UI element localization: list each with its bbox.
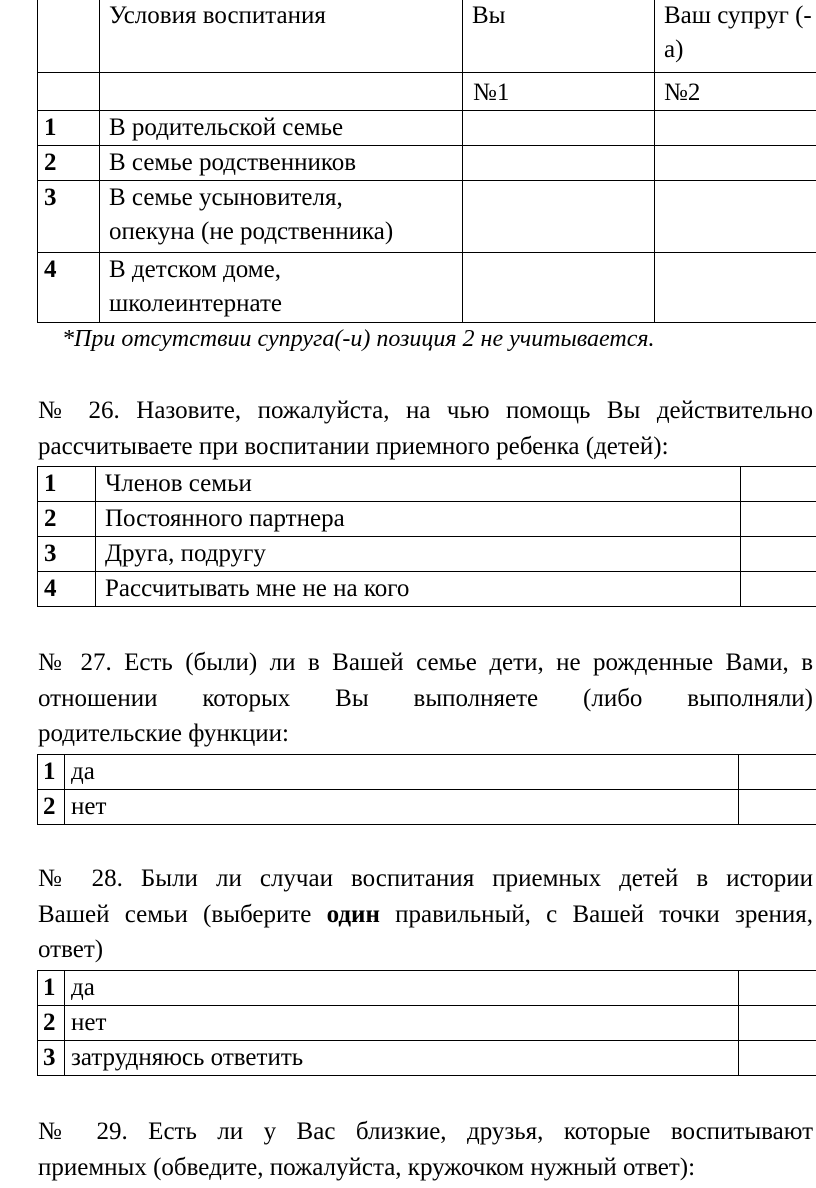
row-label: В семье родственников [100,146,463,181]
subheader-blank-cell [38,73,100,111]
option-number: 1 [38,971,65,1006]
q28-options-table [37,970,816,1076]
upbringing-conditions-table [37,0,816,323]
option-label: Постоянного партнера [96,502,741,537]
row-label: В семье усыновителя, опекуна (не родственника) [100,181,463,253]
q27-line1: № 27. Есть (были) ли в Вашей семье дети, не рожденные Вами, в [38,649,813,676]
option-label: Членов семьи [96,467,741,502]
option-label: нет [65,790,739,825]
answer-cell[interactable] [739,1006,816,1041]
q26-options-table [37,466,816,607]
header-you: Вы [463,0,655,73]
answer-cell-you [463,181,655,253]
answer-cell-spouse [655,146,816,181]
row-number: 1 [38,111,100,146]
option-label: затрудняюсь ответить [65,1041,739,1076]
option-number: 1 [38,467,96,502]
answer-cell[interactable] [739,755,816,790]
answer-cell-you [463,253,655,323]
option-number: 3 [38,537,96,572]
header-blank-cell [38,0,100,73]
q28-line3: ответ) [38,936,104,963]
option-number: 3 [38,1041,65,1076]
option-label: да [65,971,739,1006]
q26-line2: рассчитываете при воспитании приемного ребенка (детей): [38,433,669,460]
table-footnote: *При отсутствии супруга(-и) позиция 2 не учитывается. [62,326,655,352]
option-label: Друга, подругу [96,537,741,572]
row-label: В детском доме, школеинтернате [100,253,463,323]
option-number: 2 [38,502,96,537]
header-spouse: Ваш супруг (-а) [655,0,816,73]
q29-line2: приемных (обведите, пожалуйста, кружочком нужный ответ): [38,1154,696,1181]
option-number: 2 [38,790,65,825]
header-conditions: Условия воспитания [100,0,463,73]
q28-emphasis-one: один [326,901,380,928]
option-number: 1 [38,755,65,790]
answer-cell[interactable] [739,971,816,1006]
row-label: В родительской семье [100,111,463,146]
row-number: 4 [38,253,100,323]
row-number: 2 [38,146,100,181]
answer-cell-you [463,111,655,146]
option-label: Рассчитывать мне не на кого [96,572,741,607]
answer-cell[interactable] [739,790,816,825]
answer-cell[interactable] [739,1041,816,1076]
subheader-you-number: №1 [463,73,655,111]
subheader-spouse-number: №2 [655,73,816,111]
q28-line2-start: Вашей семьи (выберите [38,901,327,928]
q26-line1: № 26. Назовите, пожалуйста, на чью помощь Вы действительно [38,397,813,424]
q29-line1: № 29. Есть ли у Вас близкие, друзья, которые воспитывают [38,1118,813,1145]
subheader-blank-cell [100,73,463,111]
q28-line2 [38,897,813,933]
option-label: да [65,755,739,790]
option-number: 4 [38,572,96,607]
answer-cell[interactable] [741,502,816,537]
answer-cell[interactable] [741,467,816,502]
option-label: нет [65,1006,739,1041]
answer-cell[interactable] [741,537,816,572]
row-number: 3 [38,181,100,253]
answer-cell[interactable] [741,572,816,607]
answer-cell-spouse [655,111,816,146]
answer-cell-spouse [655,181,816,253]
answer-cell-you [463,146,655,181]
answer-cell-spouse [655,253,816,323]
option-number: 2 [38,1006,65,1041]
q28-line2-end: правильный, с Вашей точки зрения, [379,901,813,928]
q27-line2: отношении которых Вы выполняете (либо выполняли) [38,685,813,712]
q27-options-table [37,754,816,825]
q28-line1: № 28. Были ли случаи воспитания приемных детей в истории [38,865,813,892]
q27-line3: родительские функции: [38,720,289,747]
